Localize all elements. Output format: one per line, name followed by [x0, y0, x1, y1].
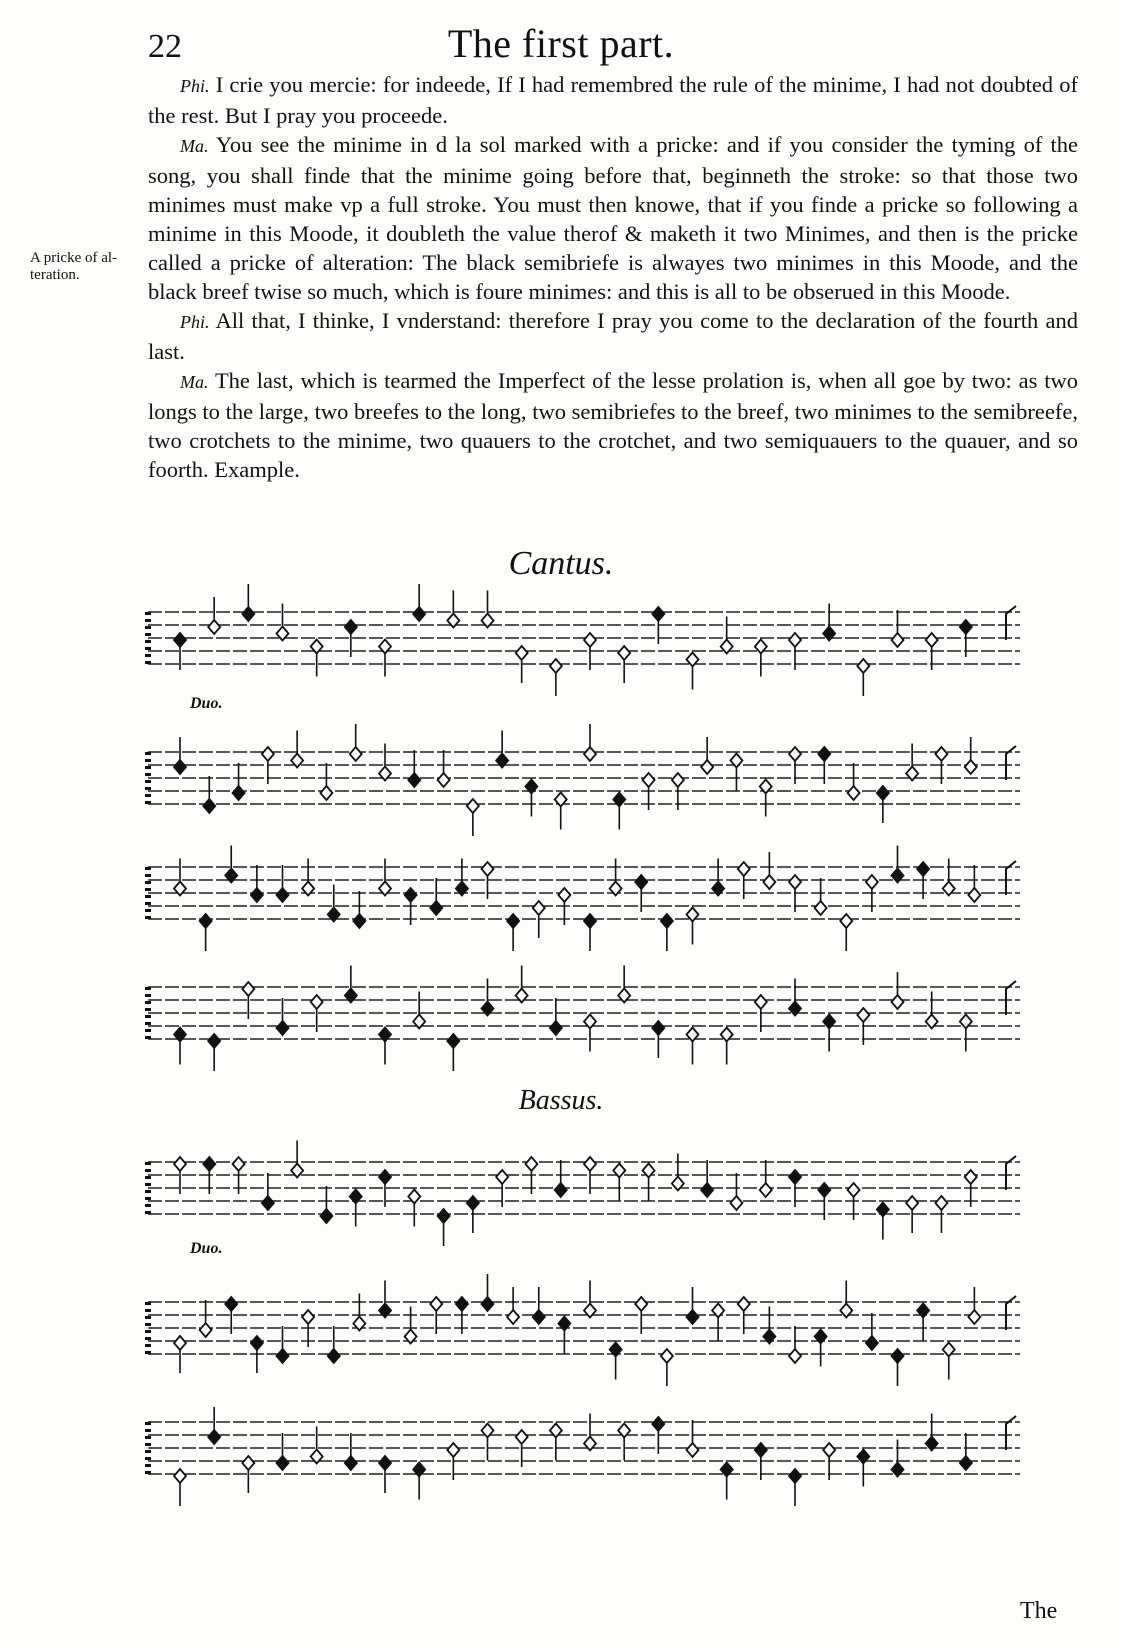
- note-head: [906, 1196, 918, 1210]
- custos-mark: [1006, 1296, 1016, 1330]
- voice-label-cantus: Duo.: [190, 695, 223, 712]
- note-head: [652, 1021, 664, 1035]
- music-staff-cantus-4: [140, 975, 1040, 1050]
- note-head: [225, 1297, 237, 1311]
- note-head: [251, 888, 263, 902]
- music-staff-bassus-1: [140, 1150, 1040, 1225]
- note-head: [866, 1336, 878, 1350]
- note-head: [533, 1310, 545, 1324]
- note-head: [558, 888, 570, 902]
- note-head: [968, 888, 980, 902]
- note-head: [917, 862, 929, 876]
- custos-mark: [1006, 861, 1016, 895]
- paragraph: [148, 306, 1078, 366]
- paragraph-text: You see the minime in d la sol marked with a pricke: and if you consider the tyming of the song, you shall finde that the minime going before that, beginneth the stroke: so that those two minimes must make vp a full stroke. You must then knowe, that if you finde a pricke so following a minime in this Moode, it doubleth the value therof & maketh it two Minimes, and then is the pricke called a pricke of alteration: The black semibriefe is alwayes two minimes in this Moode, and the black breef twise so much, which is foure minimes: and this is all to be obserued in this Moode.: [148, 132, 1078, 304]
- speaker-label: Ma.: [180, 372, 209, 392]
- note-head: [482, 1297, 494, 1311]
- note-head: [968, 1310, 980, 1324]
- note-head: [447, 1443, 459, 1457]
- note-head: [687, 1310, 699, 1324]
- note-head: [848, 1183, 860, 1197]
- note-head: [789, 1170, 801, 1184]
- note-head: [277, 888, 289, 902]
- note-head: [635, 1297, 647, 1311]
- note-head: [643, 773, 655, 787]
- custos-mark: [1006, 606, 1016, 640]
- note-head: [866, 875, 878, 889]
- note-head: [233, 786, 245, 800]
- note-head: [242, 1456, 254, 1470]
- note-head: [174, 1469, 186, 1483]
- note-head: [438, 1209, 450, 1223]
- note-head: [818, 1183, 830, 1197]
- note-head: [935, 1196, 947, 1210]
- custos-mark: [1006, 981, 1016, 1015]
- voice-title-cantus: Cantus.: [508, 545, 614, 582]
- music-staff-cantus-1: [140, 600, 1040, 675]
- note-head: [379, 1456, 391, 1470]
- note-head: [687, 1443, 699, 1457]
- note-head: [413, 607, 425, 621]
- note-head: [208, 620, 220, 634]
- note-head: [755, 1443, 767, 1457]
- catchword: The: [1020, 1598, 1058, 1624]
- note-head: [550, 1021, 562, 1035]
- note-head: [701, 760, 713, 774]
- note-head: [815, 901, 827, 915]
- note-head: [438, 773, 450, 787]
- note-head: [555, 1183, 567, 1197]
- note-head: [200, 914, 212, 928]
- note-head: [877, 786, 889, 800]
- note-head: [467, 799, 479, 813]
- note-head: [584, 633, 596, 647]
- page-number: 22: [148, 28, 182, 65]
- note-head: [496, 1170, 508, 1184]
- note-head: [760, 1183, 772, 1197]
- note-head: [467, 1196, 479, 1210]
- note-head: [926, 633, 938, 647]
- speaker-label: Ma.: [180, 136, 209, 156]
- note-head: [405, 888, 417, 902]
- note-head: [892, 633, 904, 647]
- music-staff-bassus-2: [140, 1290, 1040, 1365]
- voice-title-bassus: Bassus.: [518, 1085, 604, 1116]
- note-head: [848, 786, 860, 800]
- note-head: [516, 1430, 528, 1444]
- note-head: [174, 760, 186, 774]
- note-head: [379, 1170, 391, 1184]
- note-head: [661, 1349, 673, 1363]
- note-head: [533, 901, 545, 915]
- note-head: [430, 901, 442, 915]
- note-head: [965, 1170, 977, 1184]
- note-head: [584, 914, 596, 928]
- note-head: [203, 1157, 215, 1171]
- note-head: [516, 646, 528, 660]
- note-head: [482, 862, 494, 876]
- paragraph: [148, 70, 1078, 130]
- note-head: [233, 1157, 245, 1171]
- note-head: [320, 1209, 332, 1223]
- note-head: [818, 747, 830, 761]
- note-head: [550, 659, 562, 673]
- note-head: [789, 1469, 801, 1483]
- note-head: [652, 607, 664, 621]
- note-head: [892, 1349, 904, 1363]
- note-head: [203, 799, 215, 813]
- note-head: [840, 914, 852, 928]
- note-head: [661, 914, 673, 928]
- note-head: [789, 747, 801, 761]
- note-head: [701, 1183, 713, 1197]
- note-head: [208, 1034, 220, 1048]
- note-head: [857, 1008, 869, 1022]
- note-head: [408, 773, 420, 787]
- music-staff-cantus-3: [140, 855, 1040, 930]
- note-head: [789, 633, 801, 647]
- note-head: [507, 914, 519, 928]
- note-head: [208, 1430, 220, 1444]
- note-head: [345, 1456, 357, 1470]
- note-head: [525, 1157, 537, 1171]
- note-head: [857, 659, 869, 673]
- note-head: [277, 1349, 289, 1363]
- note-head: [763, 875, 775, 889]
- paragraph: [148, 130, 1078, 306]
- note-head: [960, 1456, 972, 1470]
- music-staff-bassus-3: [140, 1410, 1040, 1485]
- paragraph-text: The last, which is tearmed the Imperfect of the lesse prolation is, when all goe by two: as two longs to the large, two breefes to the long, two semibriefes to the breef, two minimes to the semibreefe, two crotchets to the minime, two quauers to the crotchet, and two semiquauers to the quauer, and so foorth. Example.: [148, 368, 1078, 482]
- note-head: [935, 747, 947, 761]
- note-head: [262, 747, 274, 761]
- music-staff-cantus-2: [140, 740, 1040, 815]
- note-head: [823, 1443, 835, 1457]
- note-head: [456, 1297, 468, 1311]
- note-head: [262, 1196, 274, 1210]
- note-head: [174, 1157, 186, 1171]
- note-head: [672, 773, 684, 787]
- note-head: [652, 1417, 664, 1431]
- note-head: [755, 995, 767, 1009]
- note-head: [350, 747, 362, 761]
- note-head: [789, 1349, 801, 1363]
- note-head: [320, 786, 332, 800]
- note-head: [960, 620, 972, 634]
- note-head: [507, 1310, 519, 1324]
- voice-label-bassus: Duo.: [190, 1240, 223, 1257]
- note-head: [242, 982, 254, 996]
- running-head: The first part.: [447, 21, 675, 66]
- note-head: [251, 1336, 263, 1350]
- paragraph-text: I crie you mercie: for indeede, If I had remembred the rule of the minime, I had not doubted of the rest. But I pray you proceede.: [148, 72, 1078, 128]
- note-head: [242, 607, 254, 621]
- paragraph-text: All that, I thinke, I vnderstand: therefore I pray you come to the declaration of the fourth and last.: [148, 308, 1078, 364]
- speaker-label: Phi.: [180, 76, 210, 96]
- custos-mark: [1006, 746, 1016, 780]
- note-head: [584, 747, 596, 761]
- note-head: [730, 1196, 742, 1210]
- speaker-label: Phi.: [180, 312, 210, 332]
- note-head: [738, 862, 750, 876]
- note-head: [311, 995, 323, 1009]
- note-head: [635, 875, 647, 889]
- note-head: [965, 760, 977, 774]
- note-head: [892, 995, 904, 1009]
- note-head: [447, 1034, 459, 1048]
- note-head: [277, 1456, 289, 1470]
- note-head: [738, 1297, 750, 1311]
- note-head: [277, 1021, 289, 1035]
- note-head: [584, 1157, 596, 1171]
- note-head: [200, 1323, 212, 1337]
- dialogue-text: [148, 70, 1078, 484]
- paragraph: [148, 366, 1078, 484]
- note-head: [328, 1349, 340, 1363]
- note-head: [302, 1310, 314, 1324]
- note-head: [789, 875, 801, 889]
- note-head: [345, 620, 357, 634]
- margin-note: A pricke of al- teration.: [30, 250, 118, 283]
- custos-mark: [1006, 1156, 1016, 1190]
- note-head: [353, 914, 365, 928]
- custos-mark: [1006, 1416, 1016, 1450]
- note-head: [430, 1297, 442, 1311]
- note-head: [174, 633, 186, 647]
- note-head: [174, 1336, 186, 1350]
- note-head: [618, 646, 630, 660]
